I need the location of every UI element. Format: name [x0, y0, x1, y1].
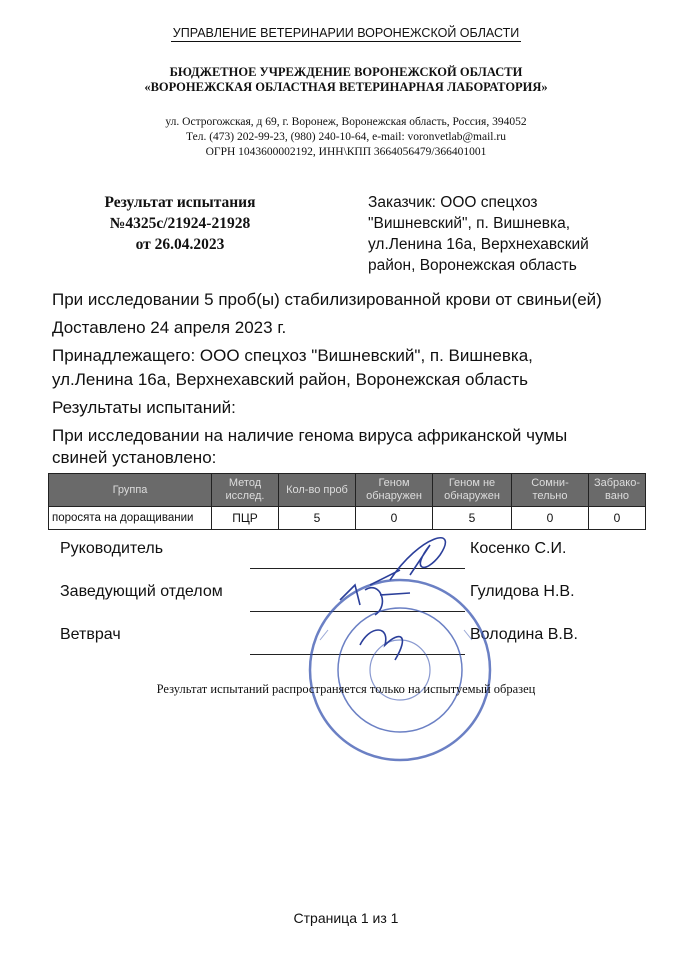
customer-line: Заказчик: ООО спецхоз [368, 194, 538, 211]
org-name-line1: БЮДЖЕТНОЕ УЧРЕЖДЕНИЕ ВОРОНЕЖСКОЙ ОБЛАСТИ [169, 65, 523, 79]
cell: 5 [279, 507, 356, 530]
cell: поросята на доращивании [49, 507, 212, 530]
customer-block [368, 192, 648, 276]
col-header: Группа [49, 474, 212, 507]
org-name-line2: «ВОРОНЕЖСКАЯ ОБЛАСТНАЯ ВЕТЕРИНАРНАЯ ЛАБОРАТОРИЯ» [144, 80, 548, 94]
body-text: свиней установлено: [52, 448, 217, 467]
result-title-line: Результат испытания [104, 194, 256, 211]
result-number: №4325с/21924-21928 [109, 215, 251, 232]
signature-role: Руководитель [60, 540, 164, 557]
body-text: Результаты испытаний: [52, 398, 236, 417]
cell: 5 [433, 507, 512, 530]
org-ids: ОГРН 1043600002192, ИНН\КПП 3664056479/366401001 [205, 146, 487, 158]
result-title [70, 192, 290, 255]
signature-name: Володина В.В. [470, 626, 578, 643]
col-header: Забрако-вано [589, 474, 646, 507]
signature-role: Ветврач [60, 626, 121, 643]
signature-name: Косенко С.И. [470, 540, 567, 557]
body-text: ул.Ленина 16а, Верхнехавский район, Воронежская область [52, 370, 528, 389]
customer-line: район, Воронежская область [368, 257, 577, 274]
cell: 0 [512, 507, 589, 530]
body-text: Доставлено 24 апреля 2023 г. [52, 318, 287, 337]
ministry-header: УПРАВЛЕНИЕ ВЕТЕРИНАРИИ ВОРОНЕЖСКОЙ ОБЛАСТИ [172, 26, 520, 40]
result-date: от 26.04.2023 [135, 236, 225, 253]
org-address: ул. Острогожская, д 69, г. Воронеж, Воронежская область, Россия, 394052 [165, 116, 527, 128]
body-text: При исследовании на наличие генома вируса африканской чумы [52, 426, 568, 445]
handwritten-signatures [330, 525, 490, 665]
col-header: Кол-во проб [279, 474, 356, 507]
col-header: Метод исслед. [212, 474, 279, 507]
page-number: Страница 1 из 1 [293, 910, 399, 926]
col-header: Геном обнаружен [356, 474, 433, 507]
scope-note: Результат испытаний распространяется только на испытуемый образец [156, 682, 536, 696]
col-header: Сомни-тельно [512, 474, 589, 507]
org-contacts: Тел. (473) 202-99-23, (980) 240-10-64, e-mail: voronvetlab@mail.ru [186, 131, 506, 143]
body-text: При исследовании 5 проб(ы) стабилизированной крови от свиньи(ей) [52, 290, 602, 309]
table-header-row [49, 474, 646, 507]
cell: 0 [589, 507, 646, 530]
signature-role: Заведующий отделом [60, 583, 223, 600]
col-header: Геном не обнаружен [433, 474, 512, 507]
body-text: Принадлежащего: ООО спецхоз "Вишневский", п. Вишневка, [52, 346, 533, 365]
customer-line: "Вишневский", п. Вишневка, [368, 215, 571, 232]
cell: ПЦР [212, 507, 279, 530]
customer-line: ул.Ленина 16а, Верхнехавский [368, 236, 589, 253]
signature-name: Гулидова Н.В. [470, 583, 575, 600]
cell: 0 [356, 507, 433, 530]
results-table [48, 473, 646, 530]
